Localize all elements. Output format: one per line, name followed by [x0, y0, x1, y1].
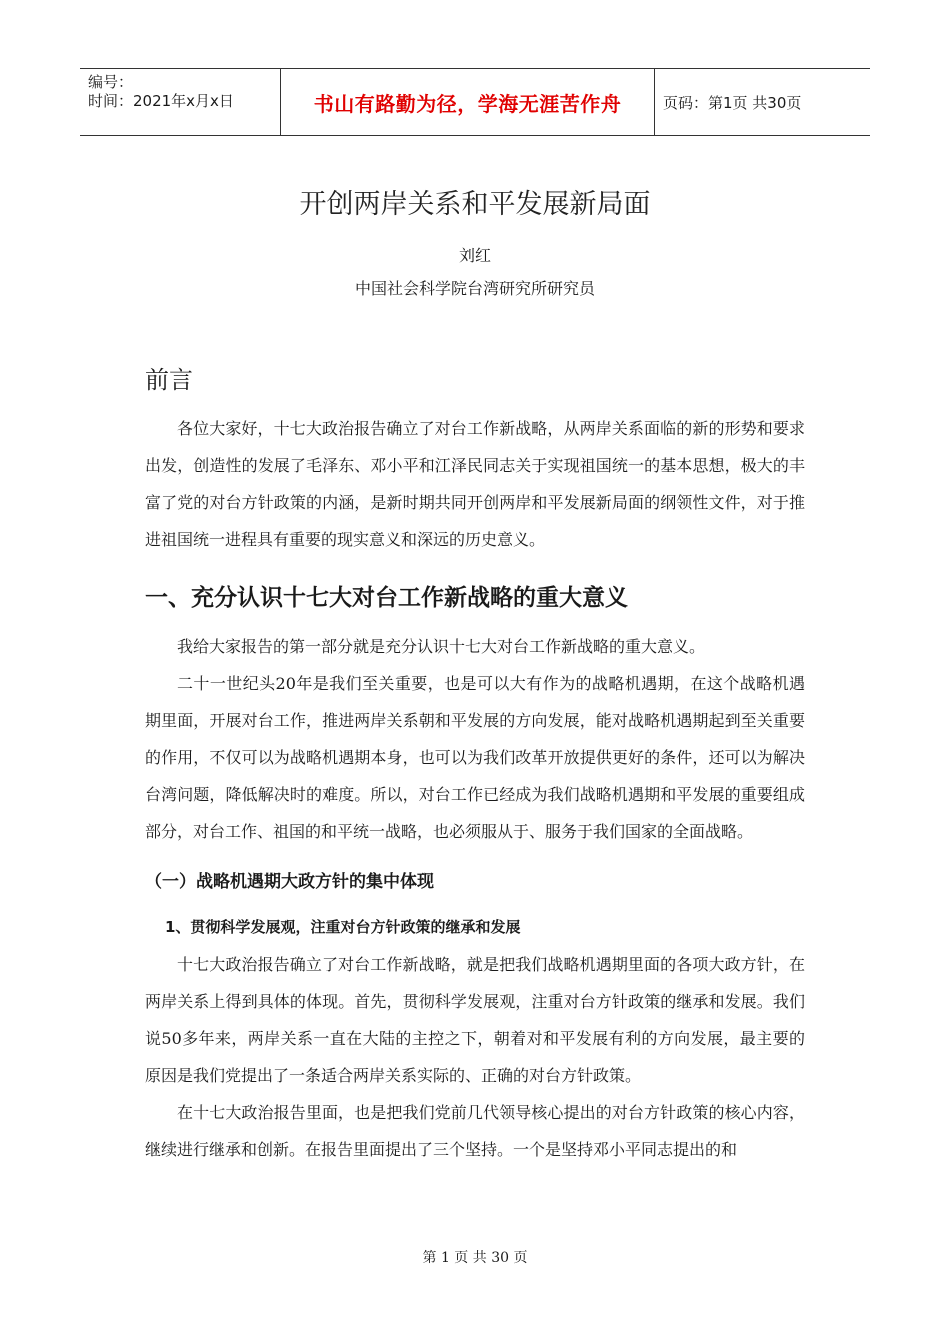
- preface-paragraph: 各位大家好，十七大政治报告确立了对台工作新战略，从两岸关系面临的新的形势和要求出发，创造性的发展了毛泽东、邓小平和江泽民同志关于实现祖国统一的基本思想，极大的丰富了党的对台方针政策的内涵，是新时期共同开创两岸和平发展新局面的纲领性文件，对于推进祖国统一进程具有重要的现实意义和深远的历史意义。: [145, 419, 805, 549]
- section-1-paragraph-2: 二十一世纪头20年是我们至关重要，也是可以大有作为的战略机遇期，在这个战略机遇期里面，开展对台工作，推进两岸关系朝和平发展的方向发展，能对战略机遇期起到至关重要的作用，不仅可以为战略机遇期本身，也可以为我们改革开放提供更好的条件，还可以为解决台湾问题，降低解决时的难度。所以，对台工作已经成为我们战略机遇期和平发展的重要组成部分，对台工作、祖国的和平统一战略，也必须服从于、服务于我们国家的全面战略。: [145, 674, 805, 841]
- time-label: 时间：2021年x月x日: [88, 92, 234, 110]
- section-1-paragraph-4: 在十七大政治报告里面，也是把我们党前几代领导核心提出的对台方针政策的核心内容，继续进行继承和创新。在报告里面提出了三个坚持。一个是坚持邓小平同志提出的和: [145, 1103, 805, 1159]
- section-1-heading: 一、充分认识十七大对台工作新战略的重大意义: [145, 585, 628, 611]
- subsection-1-heading: （一）战略机遇期大政方针的集中体现: [145, 872, 434, 892]
- section-1-paragraph-1: 我给大家报告的第一部分就是充分认识十七大对台工作新战略的重大意义。: [177, 637, 706, 656]
- header-table: [80, 68, 870, 136]
- section-1-paragraph-3: 十七大政治报告确立了对台工作新战略，就是把我们战略机遇期里面的各项大政方针，在两岸关系上得到具体的体现。首先，贯彻科学发展观，注重对台方针政策的继承和发展。我们说50多年来，两岸关系一直在大陆的主控之下，朝着对和平发展有利的方向发展，最主要的原因是我们党提出了一条适合两岸关系实际的、正确的对台方针政策。: [145, 955, 805, 1085]
- author-affiliation: 中国社会科学院台湾研究所研究员: [354, 279, 595, 298]
- subsubsection-1-heading: 1、贯彻科学发展观，注重对台方针政策的继承和发展: [165, 918, 521, 936]
- document-title: 开创两岸关系和平发展新局面: [299, 189, 651, 220]
- page-footer: 第 1 页 共 30 页: [422, 1250, 528, 1266]
- document-author: 刘红: [458, 246, 491, 265]
- header-motto-cell: [280, 69, 655, 135]
- preface-heading: 前言: [145, 366, 193, 394]
- number-label: 编号：: [88, 73, 134, 91]
- header-page-code: [655, 69, 870, 135]
- page-code-text: 页码：第1页 共30页: [663, 93, 802, 112]
- header-meta: [80, 69, 280, 135]
- document-body: [145, 360, 805, 1168]
- header-motto: 书山有路勤为径，学海无涯苦作舟: [313, 91, 622, 116]
